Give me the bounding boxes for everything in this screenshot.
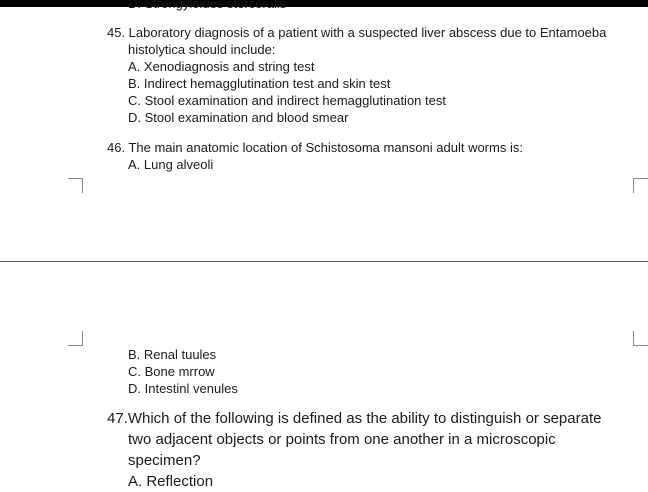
question-47-option-a: A. Reflection <box>128 473 214 490</box>
question-45-option-b: B. Indirect hemagglutination test and skin test <box>128 76 391 91</box>
question-46-option-c: C. Bone mrrow <box>128 364 215 379</box>
question-45-stem-line-2: histolytica should include: <box>128 42 276 57</box>
question-46-continued <box>128 346 238 397</box>
question-47-stem-line-2: two adjacent objects or points from one another in a microscopic <box>128 431 556 448</box>
clipped-option-line: D. Strongyloides stercoralis <box>128 0 287 11</box>
crop-mark-top-left <box>68 178 83 193</box>
question-45-option-d: D. Stool examination and blood smear <box>128 110 349 125</box>
question-47-stem-line-3: specimen? <box>128 452 201 469</box>
question-45-option-a: A. Xenodiagnosis and string test <box>128 59 315 74</box>
question-46-option-b: B. Renal tuules <box>128 347 217 362</box>
question-45-stem-line-1: 45. Laboratory diagnosis of a patient with a suspected liver abscess due to Entamoeba <box>107 25 607 40</box>
top-edge-bar <box>0 0 648 7</box>
question-47 <box>107 408 601 492</box>
question-45-option-c: C. Stool examination and indirect hemagglutination test <box>128 93 446 108</box>
crop-mark-top-right <box>633 178 648 193</box>
question-46-option-d: D. Intestinl venules <box>128 381 238 396</box>
page-divider <box>0 261 648 262</box>
question-46-option-a: A. Lung alveoli <box>128 157 214 172</box>
question-45 <box>107 24 606 126</box>
question-47-stem-line-1: 47.Which of the following is defined as the ability to distinguish or separate <box>107 410 602 427</box>
crop-mark-bottom-left <box>68 331 83 346</box>
crop-mark-bottom-right <box>633 331 648 346</box>
question-46-stem: 46. The main anatomic location of Schistosoma mansoni adult worms is: <box>107 140 523 155</box>
question-46 <box>107 139 523 173</box>
